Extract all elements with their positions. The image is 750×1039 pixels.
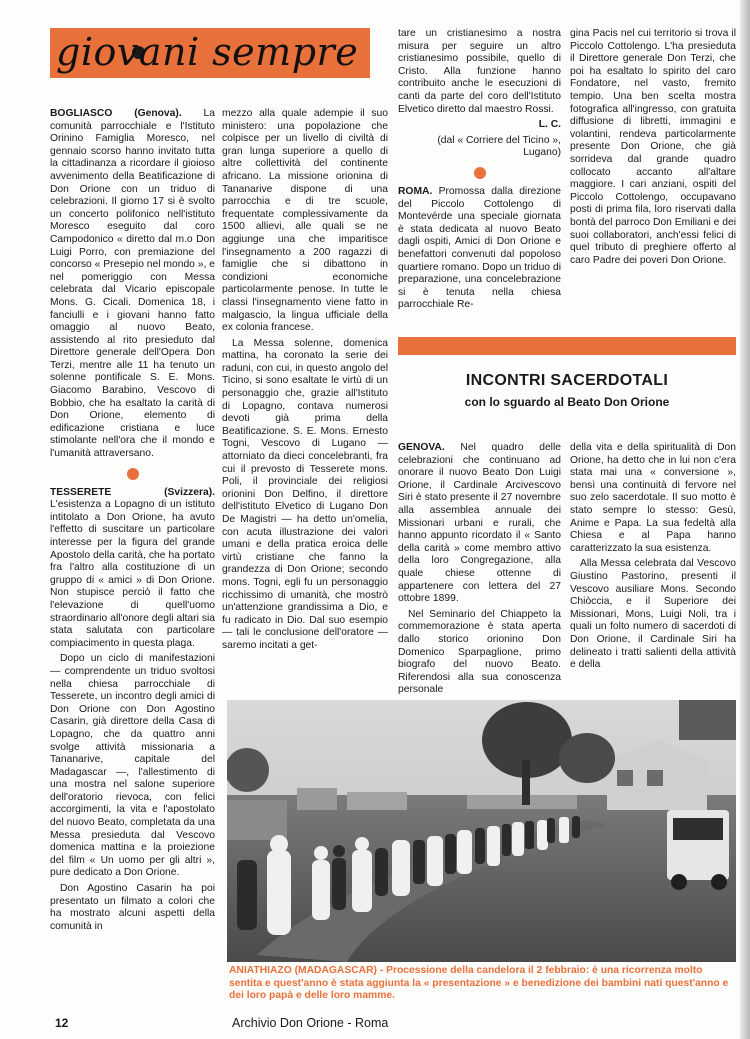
column-2-paragraph-2: La Messa solenne, domenica mattina, ha coronato la serie dei raduni, con cui, in questo angolo del Ticino, si sono esaltate le virtù di un personaggio che, grazie all'Istituto di Lopagno, contava numerosi devoti già prima della Beatificazione. S. E. Mons. Ernesto Togni, Vescovo di Lugano — attorniato da dieci concelebranti, fra cui il prevosto di Tesserete mons. Poli, il provinciale dei religiosi orionini Don Delfino, il direttore dell'istituto Elvetico di Lugano Don De Magistri — ha detto un'omelia, con acuta illustrazione dei valori umani e della pratica eroica delle virtù cristiane che fanno la grandezza di Don Orione; secondo mons. Togni, egli fu un personaggio ricchissimo di umanità, che mostrò un'attenzione grandissima a Dio, e fu radicato in Dio. Dal suo esempio — tali le conclusione dell'oratore — saremo incitati a get- — [222, 337, 388, 651]
incontri-column-right — [570, 442, 736, 697]
photo-caption — [229, 965, 736, 1003]
place-tesserete: TESSERETE (Svizzera). — [50, 486, 215, 498]
tesserete-text: L'esistenza a Lopagno di un istituto intitolato a Don Orione, ha avuto l'effetto di suscitare un particolare interesse per la figura del grande Apostolo della carità, che ha portato fra l'altro alla costituzione di un gruppo di « amici » di Don Orione. Non stupisce perciò il fatto che l'elevazione di quell'uomo straordinario all'onore degli altari sia stata salutata con particolare compiacimento in questa plaga. — [50, 499, 215, 649]
article-bogliasco — [50, 108, 215, 461]
masthead — [50, 28, 370, 78]
incontri-right-paragraph-2: Alla Messa celebrata dal Vescovo Giustino Pastorino, presenti il Vescovo ausiliare Mons. Secondo Chiòccia, e il Superiore dei Missionari, Mons, Luigi Noli, tra i quali un folto numero di sacerdoti di Don Orione, il Cardinale Siri ha delineato i tratti salienti della attività e della — [570, 558, 736, 671]
column-1 — [50, 108, 215, 1003]
genova-paragraph-2: Nel Seminario del Chiappeto la commemorazione è stata aperta dallo storico orionino Don Domenico Sparpaglione, primo biografo del nuovo Beato. Riferendosi alla sua conoscenza personale — [398, 608, 561, 696]
procession-photo — [227, 700, 736, 962]
procession-photo-image — [227, 700, 736, 962]
caption-place: ANIATHIAZO (MADAGASCAR) — [229, 965, 377, 976]
article-roma — [398, 186, 561, 312]
section-subtitle: con lo sguardo al Beato Don Orione — [464, 395, 670, 409]
tesserete-paragraph-2: Dopo un ciclo di manifestazioni — comprendente un triduo svoltosi nella chiesa parrocchiale di Tesserete, un incontro degli amici di Don Orione con Don Agostino Casarin, già direttore della Casa di Lopagno, che da quattro anni svolge attività missionaria a Tananarive, capitale del Madagascar —, l'allestimento di una mostra nel salone superiore dell'oratorio rievoca, con felici accorgimenti, la vita e l'apostolato del nuovo Beato, completata da una Messa presieduta dal Vescovo domenica mattina e la proiezione del film « Un uomo per gli altri », pure dedicato a Don Orione. — [50, 653, 215, 879]
column-2 — [222, 108, 388, 698]
page-edge-shadow — [740, 0, 750, 1039]
column-4-paragraph-1: gina Pacis nel cui territorio si trova il Piccolo Cottolengo. L'ha presieduta il Direttore generale Don Terzi, che poi ha esaltato lo spirito del caro Fondatore, nel vasto, fremito tempio. Una ben scelta mostra fotografica all'ingresso, con gratuita diffusione di libretti, immagini e volantini, rendeva particolarmente presente Don Orione, che già sorrideva dal grande quadro collocato accanto all'altare maggiore. I cari anziani, ospiti del Piccolo Cottolengo, occupavano posti di prima fila, loro riservati dalla bontà del parroco Don Emiliani e dei suoi collaboratori, anch'essi felici di quel tributo di preghiere offerto al caro Padre dei poveri Don Orione. — [570, 28, 736, 266]
column-3 — [398, 28, 561, 332]
archive-label: Archivio Don Orione - Roma — [232, 1016, 389, 1030]
incontri-column-left — [398, 442, 561, 697]
incontri-right-paragraph-1: della vita e della spiritualità di Don Orione, ha detto che in lui non c'era stata mai una « conversione », bensì una continuità di fervore nel suo zelo sacerdotale. Il suo motto è stato sempre lo stesso: Gesù, Anime e Papa. La sua fedeltà alla Chiesa e al Papa hanno caratterizzato la sua esistenza. — [570, 442, 736, 554]
column-3-paragraph-1: tare un cristianesimo a nostra misura per seguire un altro cristianesimo possibile, quello di Cristo. Alla funzione hanno contribuito anche le esecuzioni di canti da parte del coro dell'Istituto Elvetico diretto dal maestro Rossi. — [398, 28, 561, 115]
separator-dot — [127, 468, 139, 480]
article-genova — [398, 442, 561, 606]
place-bogliasco: BOGLIASCO (Genova). — [50, 108, 182, 119]
signature-initials: L. C. — [538, 119, 561, 131]
tesserete-paragraph-3: Don Agostino Casarin ha poi presentato un filmato a colori che ha mostrato alcuni aspetti della comunità in — [50, 883, 215, 932]
page-number: 12 — [55, 1016, 69, 1030]
section-divider-bar — [398, 337, 736, 355]
masthead-title: giovani sempre — [56, 30, 359, 74]
caption-text: - Processione della candelora il 2 febbraio: è una ricorrenza molto sentita e quest'anno è stata aggiunta la « presentazione » e benedizione dei bambini nati quest'anno e dei loro papà e delle loro mamme. — [229, 965, 729, 1001]
place-genova: GENOVA. — [398, 442, 445, 453]
column-2-paragraph-1: mezzo alla quale adempie il suo ministero: una popolazione che colpisce per un livello di civiltà di gran lunga superiore a quello di altre collettività del continente africano. La missione orionina di Tananarive dispone di una parrocchia e di tre scuole, frequentate complessivamente da 1500 allievi, alle quali se ne aggiunge una che imparitisce l'insegnamento a 200 ragazzi di famiglie che si dibattono in condizioni economiche particolarmente penose. In tutte le classi l'insegnamento viene fatto in malgascio, la lingua ufficiale della ex colonia francese. — [222, 108, 388, 334]
genova-text: Nel quadro delle celebrazioni che continuano ad onorare il nuovo Beato Don Luigi Orione, il Cardinale Arcivescovo Siri è stato presente il 27 novembre alla assemblea annuale dei Missionari urbani e rurali, che hanno appunto ricordato il « Santo della carità » come membro attivo della loro Congregazione, alla quale chiese ottenne di appartenere con lettera del 27 ottobre 1899. — [398, 442, 561, 605]
article-tesserete — [50, 487, 215, 651]
section-title: INCONTRI SACERDOTALI — [465, 372, 669, 389]
signature-source: (dal « Corriere del Ticino », Lugano) — [437, 134, 561, 159]
bogliasco-text: La comunità parrocchiale e l'Istituto Orinino Famiglia Moresco, nel gennaio scorso hanno invitato tutta la cittadinanza a ricordare il gioioso avvenimento della Beatificazione di Don Orione con un triduo di celebrazioni. Il giorno 17 si è svolto un concerto polifonico nell'istituto Moresco eseguito dal coro Campodonico « diretto dal m.o Don Luigi Porro, con premiazione del concorso « Presepio nel mondo », e nel pomeriggio con Messa celebrata dal Vicario episcopale Mons. G. Cicali. Domenica 18, i fanciulli e i giovani hanno fatto omaggio al nuovo Beato, assistendo al rito presieduto dal Direttore generale dell'Opera Don Terzi, mentre alle 11 ha tenuto un solenne pontificale S. E. Mons. Giacomo Barabino, Vescovo di Bobbio, che ha esaltato la carità di Don Orione, elemento di edificazione cristiana e luce stimolante nell'ora che il mondo e l'umanità attraversano. — [50, 108, 215, 460]
roma-text: Promossa dalla direzione del Piccolo Cottolengo di Montevérde una speciale giornata è stata dedicata al nuovo Beato dagli ospiti, Amici di Don Orione e benefattori convenuti dal popoloso quartiere romano. Dopo un triduo di preparazione, una concelebrazione si è tenuta nella chiesa parrocchiale Re- — [398, 185, 561, 311]
column-4 — [570, 28, 736, 332]
place-roma: ROMA. — [398, 185, 433, 197]
separator-dot — [474, 167, 486, 179]
